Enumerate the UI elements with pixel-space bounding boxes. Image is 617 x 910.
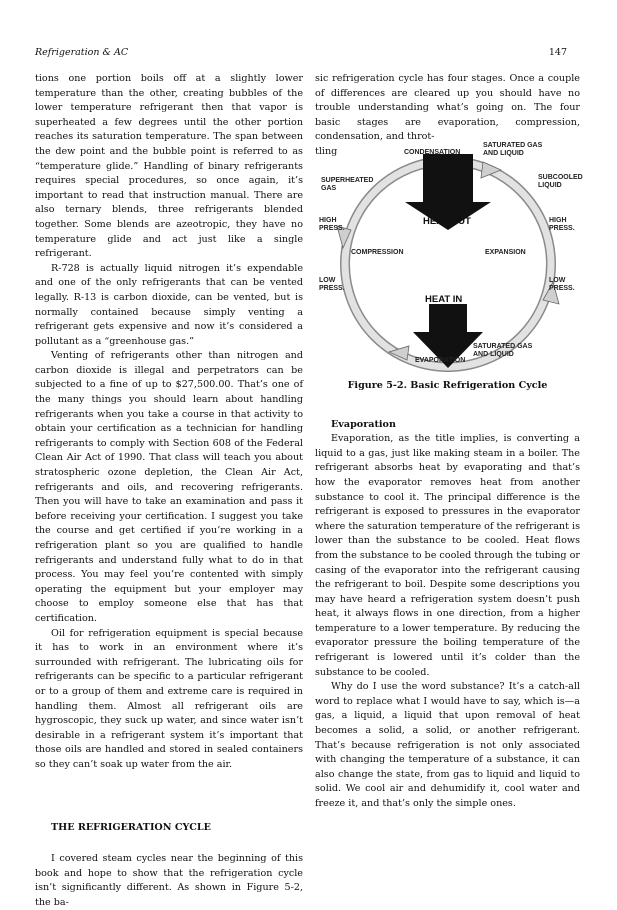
label-superheated-gas: GAS: [321, 185, 337, 192]
label-low-press-right: LOW: [549, 277, 566, 284]
paragraph-oil: Oil for refrigeration equipment is special because it has to work in an environment where it’s surrounded with refrigerant. The lubricating oils for refrigerants can be specific to a particular refrigerant or to a group of them and extreme care is required in handling them. Almost all refrigerant oils are hygroscopic, they suck up water, and since water isn’t desirable in a refrigerant system it’s important that those oils are handled and stored in sealed containers so they can’t soak up water from the air.: [35, 627, 303, 770]
label-heat-out: HEAT OUT: [423, 216, 471, 227]
page-number: 147: [548, 47, 567, 58]
paragraph-r728: R-728 is actually liquid nitrogen it’s expendable and one of the only refrigerants that can be vented legally. R-13 is carbon dioxide, can be vented, but is normally contained because simply venting a refrigerant gets expensive and now it’s considered a pollutant as a “greenhouse gas.”: [35, 262, 303, 347]
running-head: [35, 47, 567, 58]
label-evaporation: EVAPORATION: [415, 357, 466, 364]
left-column: [35, 72, 303, 910]
label-compression: COMPRESSION: [351, 249, 404, 256]
label-high-press-left: HIGH: [319, 217, 337, 224]
paragraph-evaporation: Evaporation, as the title implies, is converting a liquid to a gas, just like making steam in a boiler. The refrigerant absorbs heat by evaporating and that’s how the evaporator removes heat from another substance to cool it. The principal difference is the refrigerant is exposed to pressures in the evaporator where the saturation temperature of the refrigerant is lower than the substance to be cooled. Heat flows from the substance to be cooled through the tubing or casing of the evaporator into the refrigerant causing the refrigerant to boil. Despite some descriptions you may have heard a refrigeration system doesn’t push heat, it always flows in one direction, from a higher temperature to a lower temperature. By reducing the evaporator pressure the boiling temperature of the refrigerant is lowered until it’s colder than the substance to be cooled.: [315, 433, 580, 678]
label-low-press-left: LOW: [319, 277, 336, 284]
label-and-liquid-top: AND LIQUID: [483, 150, 524, 157]
running-title: Refrigeration & AC: [35, 47, 129, 58]
section-heading: THE REFRIGERATION CYCLE: [51, 821, 211, 833]
paragraph-substance: Why do I use the word substance? It’s a catch-all word to replace what I would have to say, which is—a gas, a liquid, a liquid that upon removal of heat becomes a solid, a solid, or another refrigerant. That’s because refrigeration is not only associated with changing the temperature of a substance, it can also change the state, from gas to liquid and liquid to solid. We cool air and dehumidify it, cool water and freeze it, and that’s only the simple ones.: [315, 681, 580, 809]
label-high-press-right-2: PRESS.: [549, 225, 575, 232]
label-and-liquid-bottom: AND LIQUID: [473, 351, 514, 358]
paragraph-steam-cycles: I covered steam cycles near the beginning of this book and hope to show that the refrigeration cycle isn’t significantly different. As shown in Figure 5-2, the ba-: [35, 853, 303, 908]
label-subcooled-liquid: LIQUID: [538, 182, 562, 189]
label-subcooled: SUBCOOLED: [538, 174, 583, 181]
label-high-press-left-2: PRESS.: [319, 225, 345, 232]
label-high-press-right: HIGH: [549, 217, 567, 224]
label-saturated-gas-bottom: SATURATED GAS: [473, 343, 533, 350]
label-expansion: EXPANSION: [485, 249, 526, 256]
label-heat-in: HEAT IN: [425, 294, 463, 305]
label-low-press-right-2: PRESS.: [549, 285, 575, 292]
paragraph-venting: Venting of refrigerants other than nitrogen and carbon dioxide is illegal and perpetrators can be subjected to a fine of up to $27,500.00. That’s one of the many things you should learn about handling refrigerants when you take a course in that activity to obtain your certification as a technician for handling refrigerants to comply with Section 608 of the Federal Clean Air Act of 1990. That class will teach you about stratospheric ozone depletion, the Clean Air Act, refrigerants and oils, and recovering refrigerants. Then you will have to take an examination and pass it before receiving your certification. I suggest you take the course and get certified if you’re working in a refrigeration plant so you are qualified to handle refrigerants and understand fully what to do in that process. You may feel you’re contented with simply operating the equipment but your employer may choose to employ someone else that has that certification.: [35, 350, 303, 624]
label-saturated-gas-top: SATURATED GAS: [483, 142, 543, 149]
cycle-diagram: [315, 132, 583, 372]
figure-caption: Figure 5-2. Basic Refrigeration Cycle: [347, 380, 548, 391]
label-low-press-left-2: PRESS.: [319, 285, 345, 292]
cut-off-text: tling: [315, 145, 338, 157]
label-superheated: SUPERHEATED: [321, 177, 374, 184]
paragraph-continued: tions one portion boils off at a slightly lower temperature than the other, creating bubbles of the lower temperature refrigerant then that vapor is superheated a few degrees until the other portion reaches its saturation temperature. The span between the dew point and the bubble point is referred to as “temperature glide.” Handling of binary refrigerants requires special procedures, so once again, it’s important to read that instruction manual. There are also ternary blends, three refrigerants blended together. Some blends are azeotropic, they have no temperature glide and act just like a single refrigerant.: [35, 73, 303, 260]
evaporation-heading: Evaporation: [331, 418, 396, 430]
label-condensation: CONDENSATION: [404, 149, 461, 156]
paragraph-four-stages: sic refrigeration cycle has four stages. Once a couple of differences are cleared up you should have no trouble understanding what’s going on. The four basic stages are evaporation, compression, condensation, and throt- tling: [315, 73, 580, 157]
refrigeration-cycle-figure: [315, 132, 583, 394]
